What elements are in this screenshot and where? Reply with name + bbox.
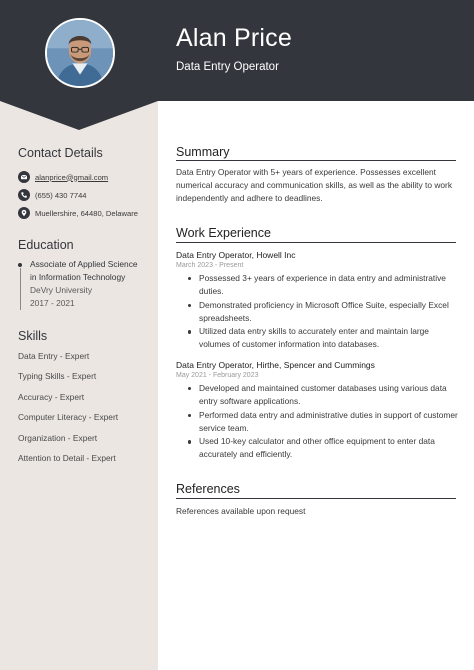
education-timeline-line xyxy=(20,268,21,310)
references-heading: References xyxy=(176,482,240,496)
job-bullet: Developed and maintained customer databases using various data entry software applications. xyxy=(176,382,458,408)
job-dates: May 2021 - February 2023 xyxy=(176,372,259,379)
summary-divider xyxy=(176,160,456,161)
education-school: DeVry University xyxy=(30,285,93,295)
education-bullet xyxy=(18,263,22,267)
address: Muellershire, 64480, Delaware xyxy=(35,208,138,218)
envelope-icon xyxy=(18,171,30,183)
skill-item: Attention to Detail - Expert xyxy=(18,453,116,463)
contact-email-row xyxy=(18,170,108,184)
contact-phone-row xyxy=(18,188,87,202)
job-bullet: Possessed 3+ years of experience in data entry and administrative duties. xyxy=(176,272,458,298)
skills-heading: Skills xyxy=(18,329,48,343)
education-heading: Education xyxy=(18,238,74,252)
candidate-name: Alan Price xyxy=(176,24,292,52)
job-bullet: Used 10-key calculator and other office equipment to enter data accurately and efficiently. xyxy=(176,435,458,461)
candidate-job-title: Data Entry Operator xyxy=(176,61,279,73)
job-bullet: Utilized data entry skills to accurately enter and maintain large volumes of customer information into databases. xyxy=(176,325,458,351)
summary-text: Data Entry Operator with 5+ years of experience. Possesses excellent numerical accuracy and communication skills, as well as the ability to work independently and adhere to deadlines. xyxy=(176,167,453,204)
job-bullet-list xyxy=(176,272,458,352)
job-bullet-list xyxy=(176,382,458,462)
references-divider xyxy=(176,498,456,499)
education-degree-line2: in Information Technology xyxy=(30,272,126,282)
header-chevron-shape xyxy=(0,100,158,132)
email-link[interactable]: alanprice@gmail.com xyxy=(35,172,109,182)
profile-photo xyxy=(45,18,115,88)
job-title: Data Entry Operator, Hirthe, Spencer and Cummings xyxy=(176,360,375,370)
skill-item: Computer Literacy - Expert xyxy=(18,412,119,422)
summary-heading: Summary xyxy=(176,145,230,159)
references-text: References available upon request xyxy=(176,506,306,516)
skill-item: Organization - Expert xyxy=(18,433,98,443)
sidebar-panel xyxy=(0,101,158,670)
phone-number: (655) 430 7744 xyxy=(35,190,87,200)
education-dates: 2017 - 2021 xyxy=(30,298,75,308)
location-pin-icon xyxy=(18,207,30,219)
job-dates: March 2023 - Present xyxy=(176,262,244,269)
contact-heading: Contact Details xyxy=(18,146,103,160)
skill-item: Data Entry - Expert xyxy=(18,351,90,361)
phone-icon xyxy=(18,189,30,201)
job-title: Data Entry Operator, Howell Inc xyxy=(176,250,296,260)
job-bullet: Performed data entry and administrative duties in support of customer service team. xyxy=(176,409,458,435)
experience-divider xyxy=(176,242,456,243)
skill-item: Accuracy - Expert xyxy=(18,392,85,402)
job-bullet: Demonstrated proficiency in Microsoft Office Suite, especially Excel spreadsheets. xyxy=(176,299,458,325)
education-degree-line1: Associate of Applied Science xyxy=(30,259,138,269)
contact-address-row xyxy=(18,206,138,220)
skill-item: Typing Skills - Expert xyxy=(18,371,97,381)
experience-heading: Work Experience xyxy=(176,226,271,240)
